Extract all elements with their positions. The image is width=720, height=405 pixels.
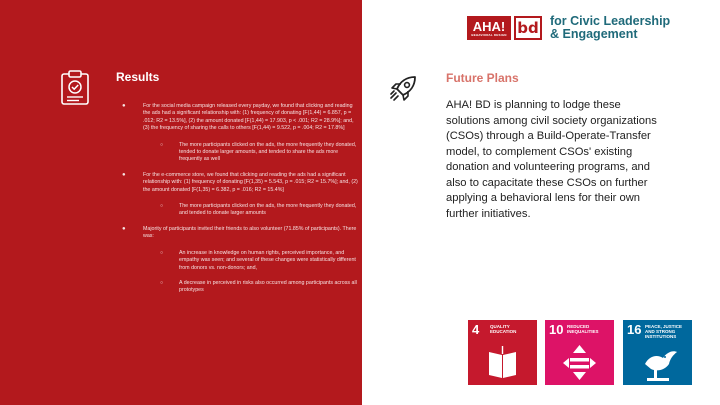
clipboard-check-icon — [60, 70, 90, 106]
sub-list-item — [143, 142, 360, 164]
sdg-number: 4 — [472, 322, 480, 337]
sdg-10-tile — [545, 320, 614, 385]
sub-list-item — [143, 250, 360, 272]
sub-text: A decrease in perceived in risks also occurred among participants across all prototypes — [179, 279, 357, 294]
sdg-number: 16 — [627, 322, 642, 337]
circle-bullet-icon: ○ — [160, 249, 164, 256]
list-item — [120, 226, 360, 295]
aha-logo-box — [467, 16, 511, 40]
dove-icon — [623, 342, 692, 385]
sdg-label: QUALITY EDUCATION — [490, 324, 517, 335]
rocket-icon — [388, 74, 418, 104]
logo-aha-text: AHA! — [472, 18, 506, 34]
future-plans-title: Future Plans — [446, 71, 519, 85]
sdg-label: REDUCED INEQUALITIES — [567, 324, 599, 335]
bullet-icon: ● — [122, 103, 126, 109]
sdg-16-tile — [623, 320, 692, 385]
sub-text: The more participants clicked on the ads, the more frequently they donated, and tended to donate larger amounts — [179, 203, 357, 217]
bullet-icon: ● — [122, 171, 126, 178]
result-text: For the e-commerce store, we found that clicking and reading the ads had a significant relationship with: (1) frequency of donating [F(1,35) = 5.543, p = .015; R2 = 15.7%]; and, (2) the amount donated [F(1,35) = 6.382, p = .016; R2 = 15.4%] — [143, 171, 358, 193]
book-icon — [468, 342, 537, 385]
results-title: Results — [116, 70, 160, 84]
circle-bullet-icon: ○ — [160, 203, 164, 210]
sdg-number: 10 — [549, 322, 564, 337]
result-text: Majority of participants invited their friends to also volunteer (71.85% of participants). There was: — [143, 225, 357, 240]
circle-bullet-icon: ○ — [160, 279, 164, 286]
results-list — [120, 103, 360, 303]
sub-list-item — [143, 203, 360, 218]
list-item — [120, 172, 360, 218]
future-panel — [362, 0, 720, 405]
circle-bullet-icon: ○ — [160, 141, 164, 148]
future-plans-body: AHA! BD is planning to lodge these solutions among civil society organizations (CSOs) through a Build-Operate-Transfer model, to complement CSOs' existing donation and volunteering programs, and also to capacitate these CSOs on further applying a behavioral lens for their own further initiatives. — [446, 99, 657, 220]
logo-line-1: for Civic Leadership — [550, 14, 671, 28]
logo-line-2: & Engagement — [550, 27, 638, 41]
sub-text: An increase in knowledge on human rights, perceived importance, and empathy was seen; and several of these changes were statistically different from donors vs. non-donors; and, — [179, 249, 356, 271]
sdg-label: PEACE, JUSTICE AND STRONG INSTITUTIONS — [645, 324, 683, 340]
result-text: For the social media campaign released every payday, we found that clicking and reading the ads had a significant relationship with: (1) frequency of donating [F(1,44) = 6.857, p = .012; R2 = 13.5%], (2) the amount donated [F(1,44) = 17.903, p < .001; R2 = 28.9%]; and, (3) the frequency of sharing the calls to others [F(1,44) = 9.522, p = .004; R2 = 17.8%] — [143, 103, 354, 132]
bullet-icon: ● — [122, 225, 126, 232]
sub-text: The more participants clicked on the ads, the more frequently they donated, tended to donate larger amounts, and tended to share the ads more frequently as well — [179, 141, 357, 163]
list-item — [120, 103, 360, 164]
logo-aha-small: BEHAVIORAL DESIGN — [471, 32, 507, 37]
bd-logo-box: bd — [514, 16, 542, 40]
sub-list-item — [143, 280, 360, 295]
brand-logo — [467, 15, 670, 41]
equality-icon — [545, 342, 614, 385]
sdg-4-tile — [468, 320, 537, 385]
logo-tagline — [550, 15, 670, 41]
